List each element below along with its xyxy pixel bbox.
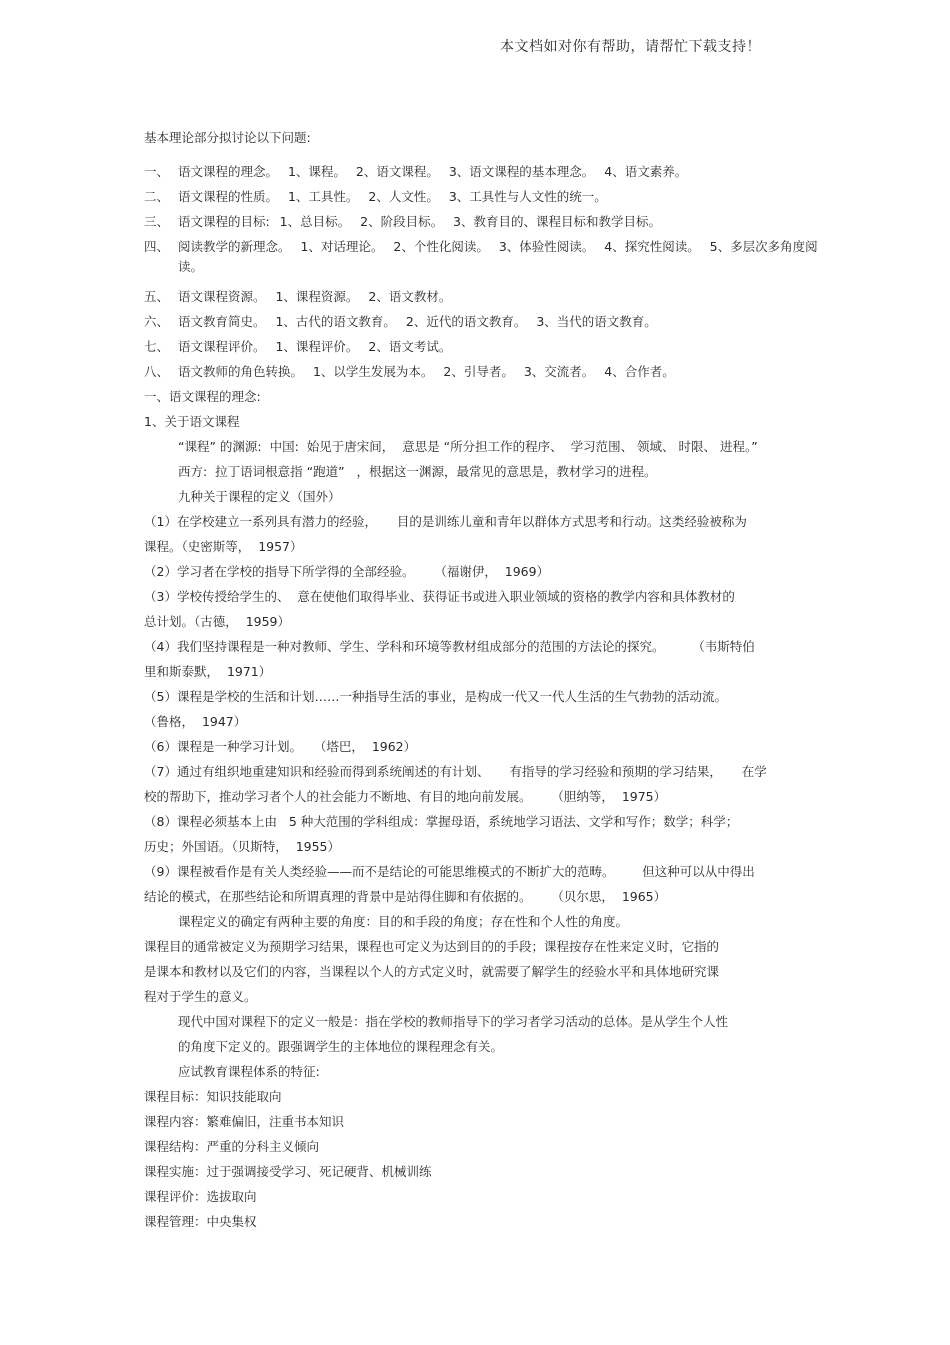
list-item: 课程目标：知识技能取向 — [144, 1089, 282, 1104]
topic-number: 五、 — [144, 289, 170, 304]
topic-number: 四、 — [144, 239, 170, 254]
list-item: 课程内容：繁难偏旧，注重书本知识 — [144, 1114, 345, 1129]
text-line: 现代中国对课程下的定义一般是：指在学校的教师指导下的学习者学习活动的总体。是从学生个人性 — [178, 1014, 729, 1029]
topic-number: 一、 — [144, 164, 170, 179]
definition-line: （9）课程被看作是有关人类经验——而不是结论的可能思维模式的不断扩大的范畴。 但这种可以从中得出 — [144, 864, 755, 879]
text-line: 程对于学生的意义。 — [144, 989, 257, 1004]
list-item: 课程结构：严重的分科主义倾向 — [144, 1139, 320, 1154]
definition-line: 里和斯泰默， 1971） — [144, 664, 272, 679]
topic-item — [144, 212, 824, 237]
definition-line: （2）学习者在学校的指导下所学得的全部经验。 （福谢伊， 1969） — [144, 564, 550, 579]
topic-text: 阅读教学的新理念。 1、对话理论。 2、个性化阅读。 3、体验性阅读。 4、探究性阅读。 5、多层次多角度阅读。 — [178, 239, 818, 274]
definition-line: （8）课程必须基本上由 5 种大范围的学科组成：掌握母语，系统地学习语法、文学和写作；数学；科学； — [144, 814, 739, 829]
list-item: 课程管理：中央集权 — [144, 1214, 257, 1229]
topic-text: 语文课程的目标: 1、总目标。 2、阶段目标。 3、教育目的、课程目标和教学目标。 — [178, 214, 661, 229]
definition-line: 校的帮助下，推动学习者个人的社会能力不断地、有目的地向前发展。 （胆纳等， 1975） — [144, 789, 667, 804]
subsection-heading: 1、关于语文课程 — [144, 414, 240, 429]
topic-item — [144, 162, 824, 187]
topic-list — [144, 162, 824, 387]
topic-item — [144, 287, 824, 312]
definition-line: （4）我们坚持课程是一种对教师、学生、学科和环境等教材组成部分的范围的方法论的探究。 （韦斯特伯 — [144, 639, 755, 654]
definition-line: （6）课程是一种学习计划。 （塔巴， 1962） — [144, 739, 417, 754]
list-item: 课程实施：过于强调接受学习、死记硬背、机械训练 — [144, 1164, 432, 1179]
definition-line: 历史；外国语。（贝斯特， 1955） — [144, 839, 341, 854]
definition-line: （1）在学校建立一系列具有潜力的经验， 目的是训练儿童和青年以群体方式思考和行动。这类经验被称为 — [144, 514, 747, 529]
list-heading: 应试教育课程体系的特征: — [178, 1064, 320, 1079]
text-line: 课程定义的确定有两种主要的角度：目的和手段的角度；存在性和个人性的角度。 — [178, 914, 629, 929]
text-line: 西方: 拉丁语词根意指 “跑道” ，根据这一渊源，最常见的意思是，教材学习的进程。 — [178, 464, 657, 479]
topic-number: 八、 — [144, 364, 170, 379]
topic-item — [144, 187, 824, 212]
topic-text: 语文教育简史。 1、古代的语文教育。 2、近代的语文教育。 3、当代的语文教育。 — [178, 314, 657, 329]
definition-line: （5）课程是学校的生活和计划……一种指导生活的事业，是构成一代又一代人生活的生气勃勃的活动流。 — [144, 689, 727, 704]
topic-number: 三、 — [144, 214, 170, 229]
list-item: 课程评价：选拔取向 — [144, 1189, 257, 1204]
text-line: “课程” 的渊源: 中国: 始见于唐宋间， 意思是 “所分担工作的程序、 学习范围、 领域、 时限、 进程。” — [178, 439, 758, 454]
topic-text: 语文教师的角色转换。 1、以学生发展为本。 2、引导者。 3、交流者。 4、合作者。 — [178, 364, 675, 379]
section-heading: 一、语文课程的理念: — [144, 389, 261, 404]
definition-line: 总计划。（古德， 1959） — [144, 614, 291, 629]
topic-text: 语文课程的理念。 1、课程。 2、语文课程。 3、语文课程的基本理念。 4、语文素养。 — [178, 164, 688, 179]
definition-line: 结论的模式，在那些结论和所谓真理的背景中是站得住脚和有依据的。 （贝尔思， 1965） — [144, 889, 667, 904]
definition-line: （7）通过有组织地重建知识和经验而得到系统阐述的有计划、 有指导的学习经验和预期的学习结果， 在学 — [144, 764, 767, 779]
topic-item — [144, 237, 824, 287]
text-line: 是课本和教材以及它们的内容，当课程以个人的方式定义时，就需要了解学生的经验水平和具体地研究课 — [144, 964, 720, 979]
topic-item — [144, 362, 824, 387]
definition-line: 课程。（史密斯等， 1957） — [144, 539, 303, 554]
topic-number: 七、 — [144, 339, 170, 354]
definition-line: （鲁格， 1947） — [144, 714, 247, 729]
text-line: 课程目的通常被定义为预期学习结果，课程也可定义为达到目的的手段；课程按存在性来定义时，它指的 — [144, 939, 720, 954]
topic-text: 语文课程资源。 1、课程资源。 2、语文教材。 — [178, 289, 452, 304]
topic-number: 二、 — [144, 189, 170, 204]
topic-text: 语文课程的性质。 1、工具性。 2、人文性。 3、工具性与人文性的统一。 — [178, 189, 607, 204]
topic-text: 语文课程评价。 1、课程评价。 2、语文考试。 — [178, 339, 452, 354]
text-line: 九种关于课程的定义（国外） — [178, 489, 341, 504]
definition-line: （3）学校传授给学生的、 意在使他们取得毕业、获得证书或进入职业领域的资格的教学内容和具体教材的 — [144, 589, 735, 604]
document-body — [144, 387, 814, 1237]
topic-item — [144, 337, 824, 362]
topic-item — [144, 312, 824, 337]
page-header: 本文档如对你有帮助，请帮忙下载支持！ — [500, 39, 761, 55]
topic-number: 六、 — [144, 314, 170, 329]
text-line: 的角度下定义的。跟强调学生的主体地位的课程理念有关。 — [178, 1039, 504, 1054]
intro-line: 基本理论部分拟讨论以下问题: — [144, 130, 311, 145]
